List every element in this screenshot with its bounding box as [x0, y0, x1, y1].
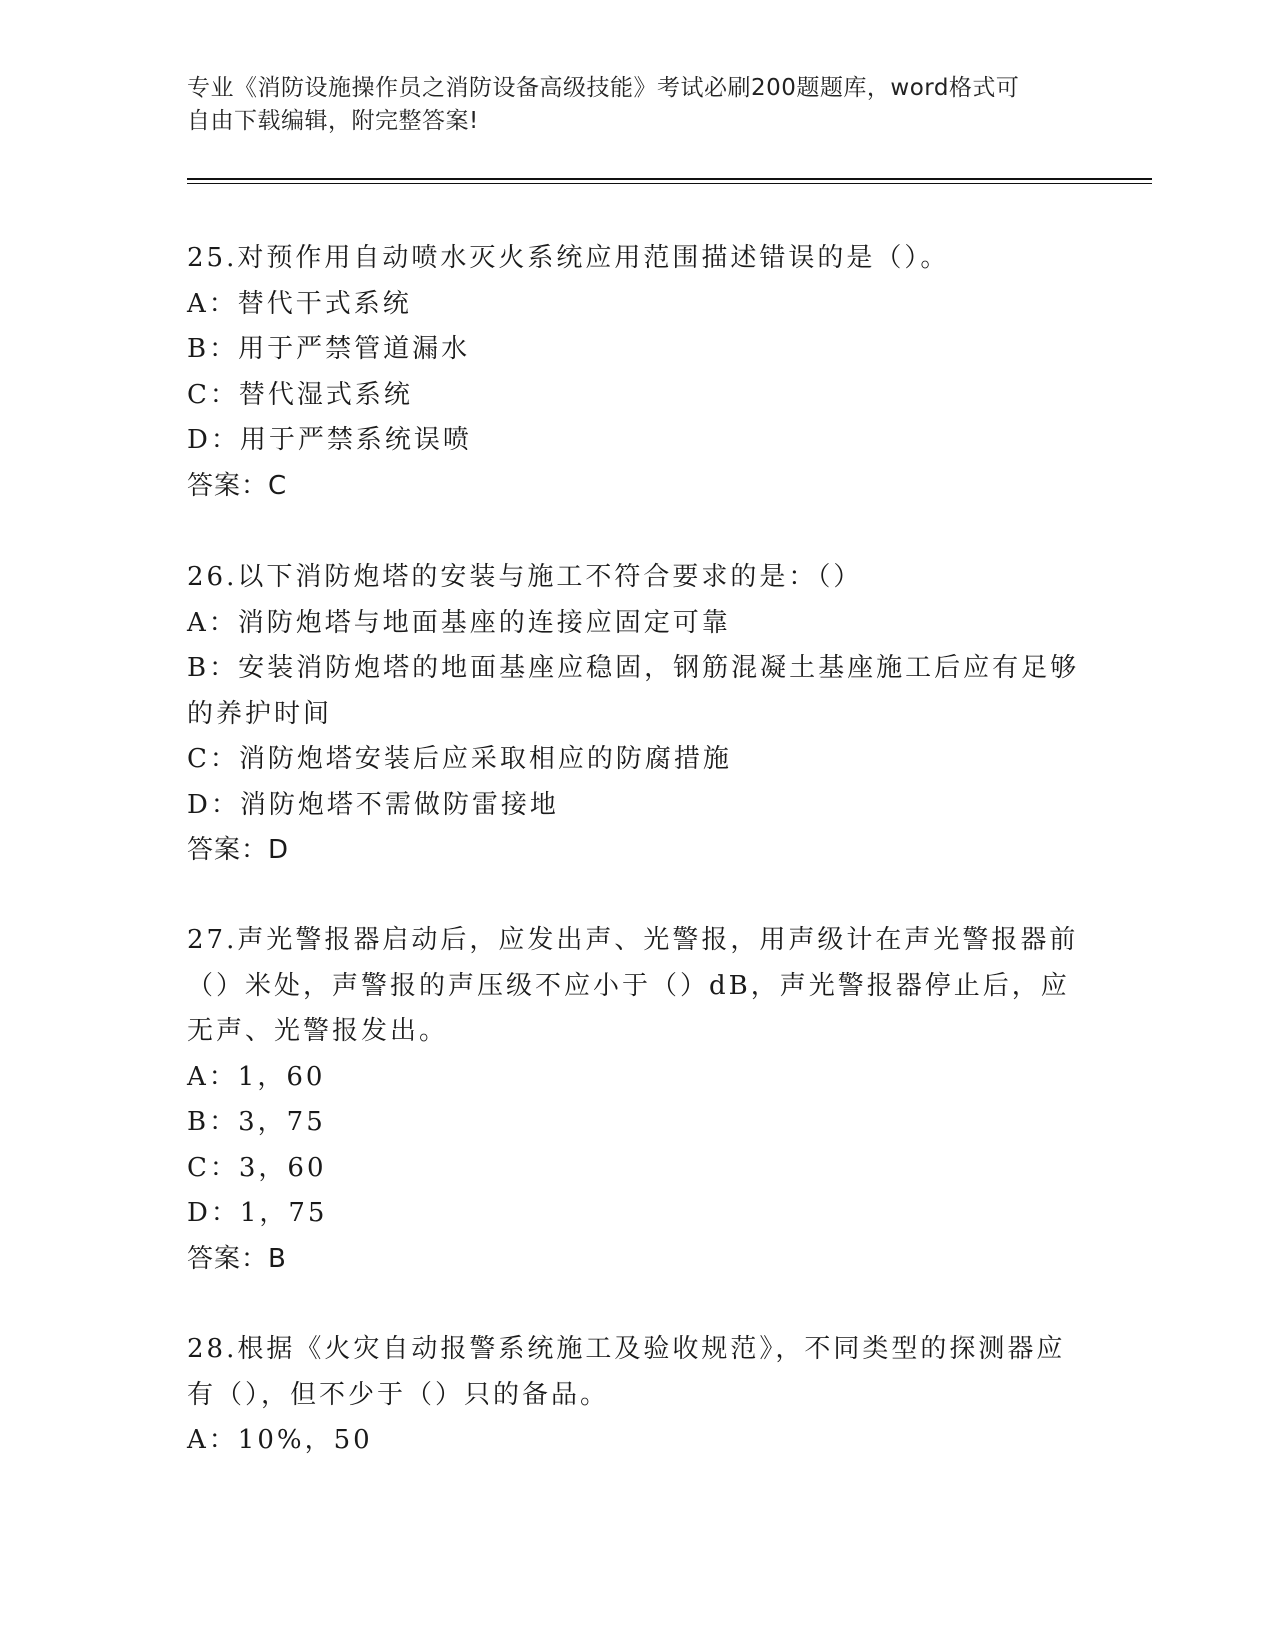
- answer-line: 答案：C: [187, 470, 288, 501]
- question-stem: 25.对预作用自动喷水灭火系统应用范围描述错误的是（）。: [187, 243, 950, 273]
- question-stem: 28.根据《火灾自动报警系统施工及验收规范》，不同类型的探测器应有（），但不少于（）只的备品。: [187, 1334, 1066, 1410]
- option-d: D：用于严禁系统误喷: [187, 425, 472, 455]
- answer-line: 答案：B: [187, 1243, 287, 1274]
- header-line-2: 自由下载编辑，附完整答案!: [187, 108, 479, 134]
- option-a: A：消防炮塔与地面基座的连接应固定可靠: [187, 607, 731, 638]
- question-28: [187, 1327, 1082, 1464]
- option-c: C：消防炮塔安装后应采取相应的防腐措施: [187, 744, 732, 774]
- header-divider-thin: [187, 183, 1152, 184]
- option-c: C：3，60: [187, 1152, 327, 1183]
- document-header: [187, 72, 1067, 138]
- option-a: A：10%，50: [187, 1425, 373, 1455]
- question-27: [187, 918, 1082, 1282]
- option-a: A：替代干式系统: [187, 288, 412, 319]
- question-25: [187, 236, 1082, 509]
- option-b: B：安装消防炮塔的地面基座应稳固，钢筋混凝土基座施工后应有足够的养护时间: [187, 653, 1080, 729]
- option-a: A：1，60: [187, 1061, 326, 1092]
- option-d: D：1，75: [187, 1198, 328, 1228]
- option-d: D：消防炮塔不需做防雷接地: [187, 789, 559, 820]
- answer-line: 答案：D: [187, 835, 290, 865]
- option-b: B：用于严禁管道漏水: [187, 334, 471, 364]
- option-c: C：替代湿式系统: [187, 379, 413, 410]
- header-line-1: 专业《消防设施操作员之消防设备高级技能》考试必刷200题题库，word格式可: [187, 75, 1020, 101]
- header-divider-thick: [187, 178, 1152, 180]
- question-stem: 27.声光警报器启动后，应发出声、光警报，用声级计在声光警报器前（）米处，声警报的声压级不应小于（）dB，声光警报器停止后，应无声、光警报发出。: [187, 925, 1079, 1046]
- option-b: B：3，75: [187, 1107, 326, 1137]
- question-stem: 26.以下消防炮塔的安装与施工不符合要求的是：（）: [187, 562, 863, 592]
- question-26: [187, 555, 1082, 874]
